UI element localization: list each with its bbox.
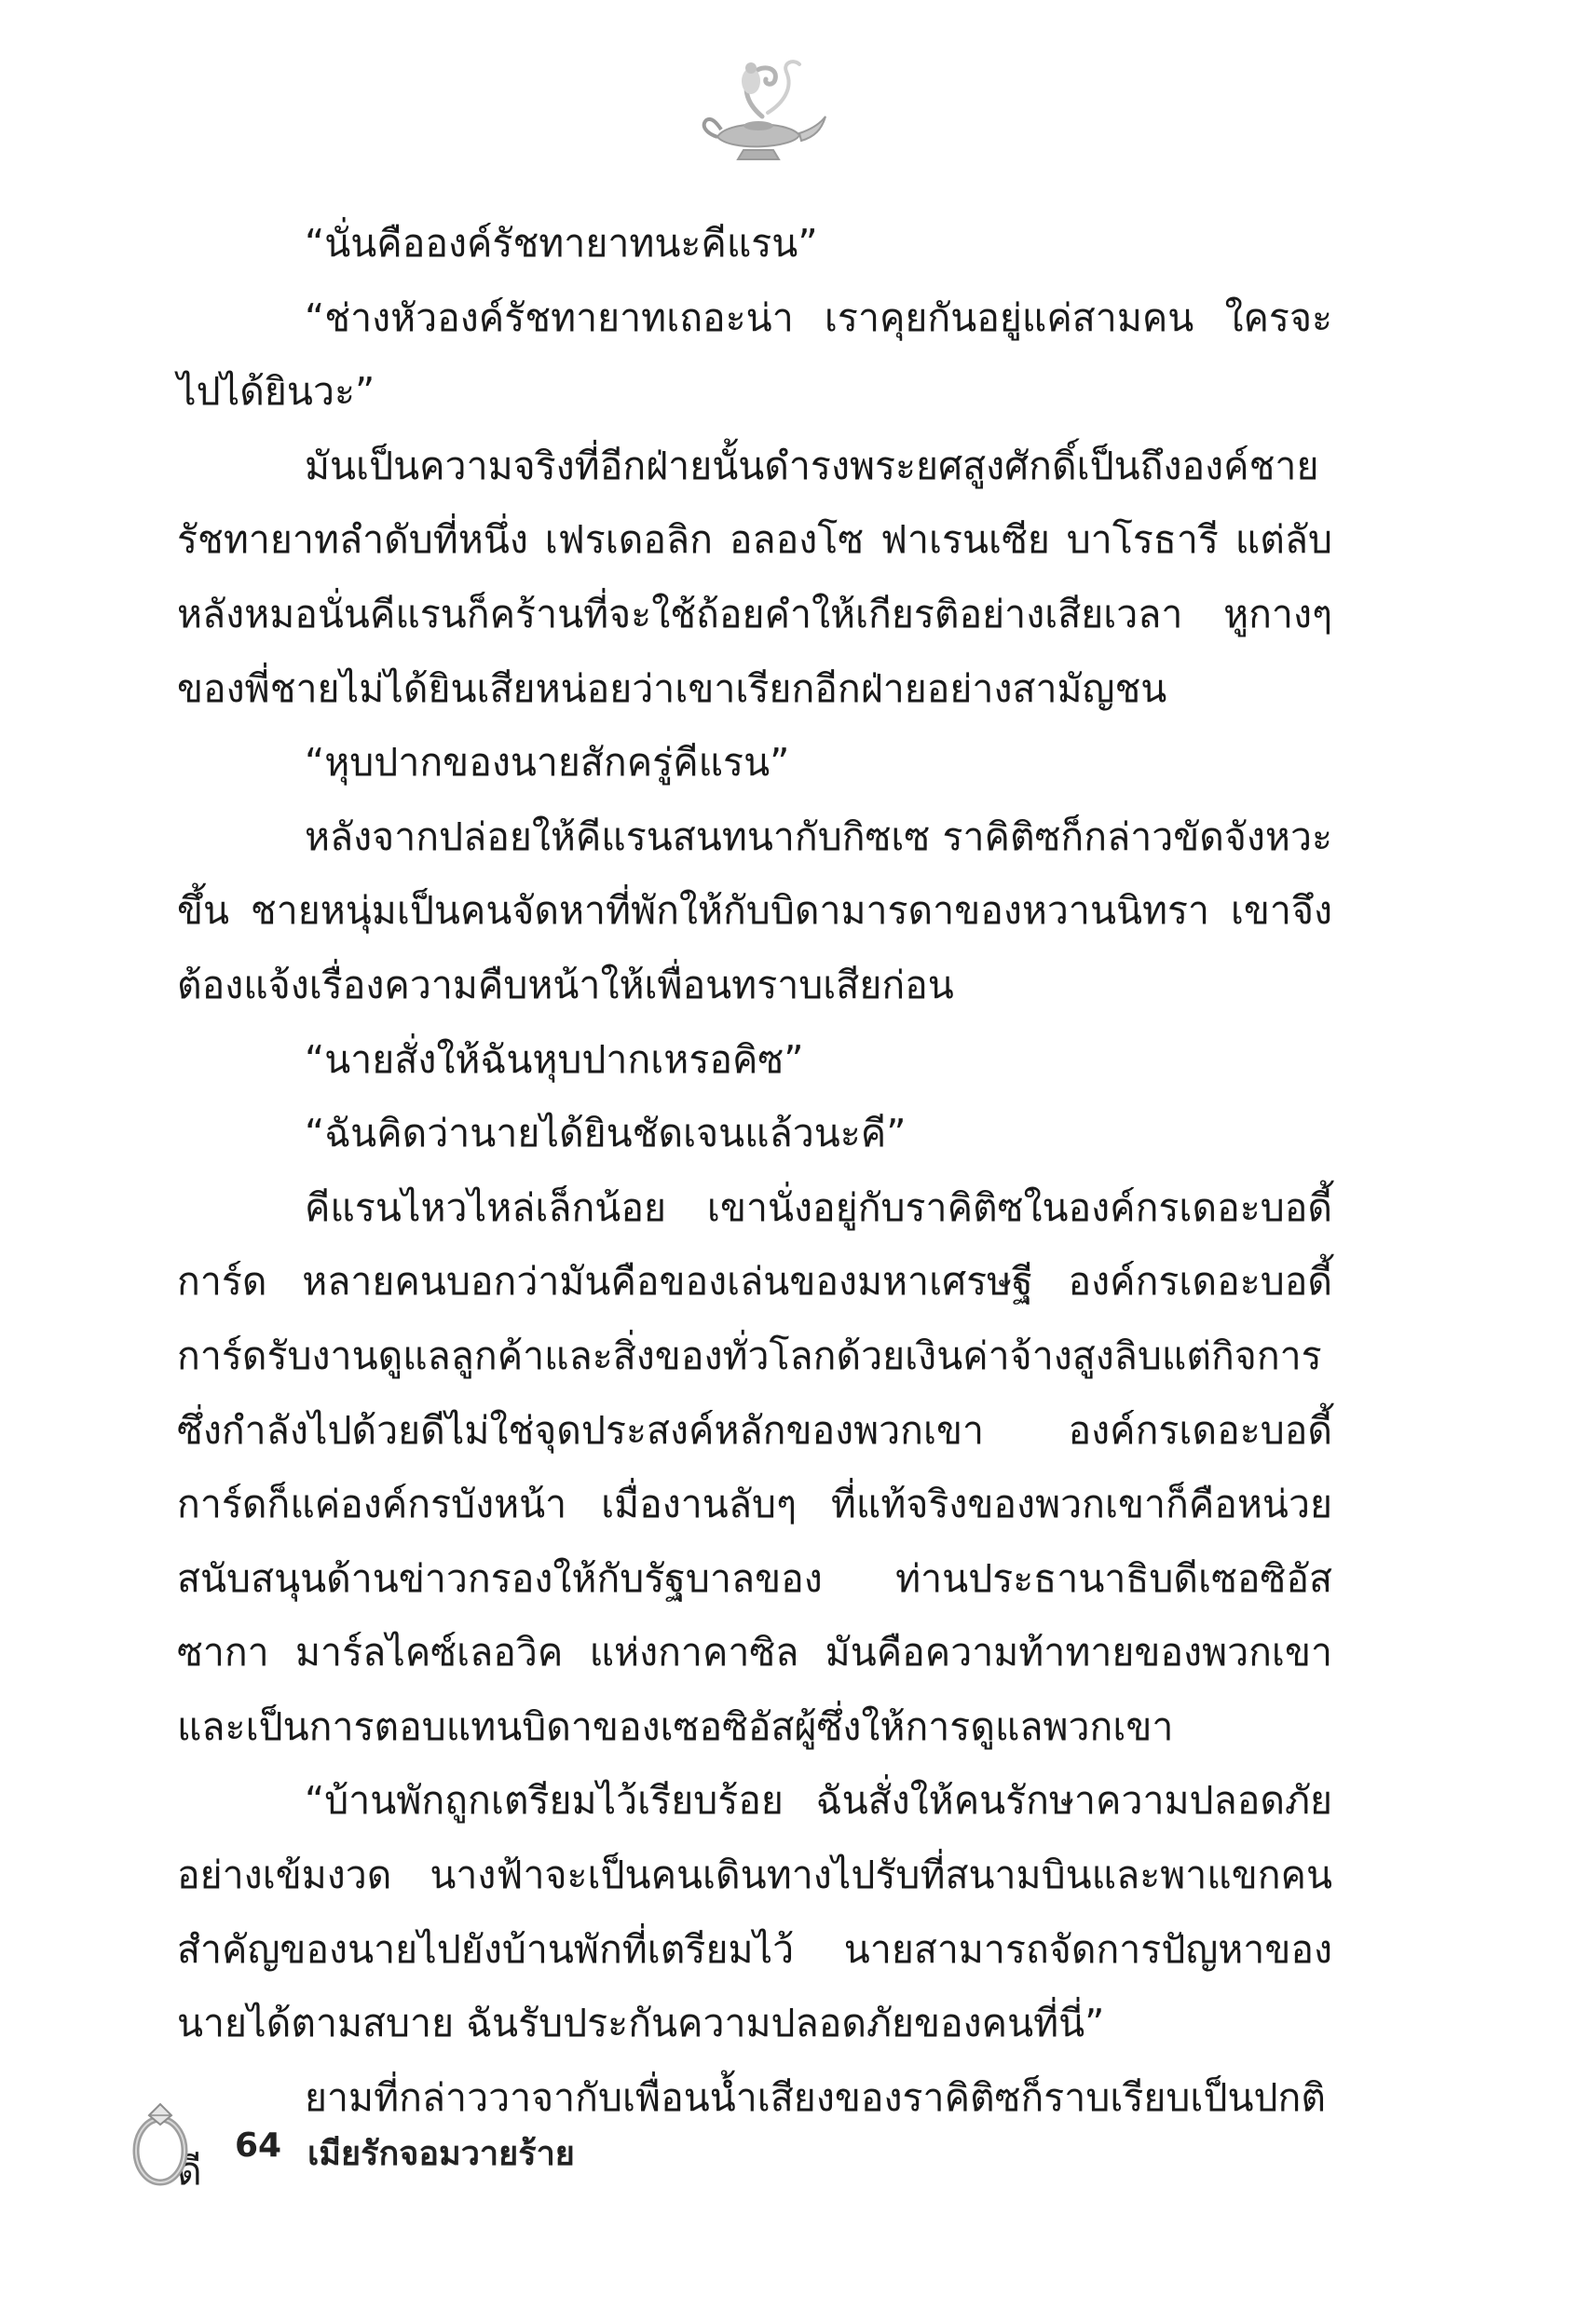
paragraph-1: “นั่นคือองค์รัชทายาทนะคีแรน” [305,221,818,266]
paragraph-5: หลังจากปล่อยให้คีแรนสนทนากับกิซเซ ราคิติซก็กล่าวขัดจังหวะขึ้น ชายหนุ่มเป็นคนจัดหาที่พักให้กับบิดามารดาของหวานนิทรา เขาจึงต้องแจ้งเรื่องความคืบหน้าให้เพื่อนทราบเสียก่อน [177,814,1332,1007]
paragraph-8: คีแรนไหวไหล่เล็กน้อย เขานั่งอยู่กับราคิติซในองค์กรเดอะบอดี้การ์ด หลายคนบอกว่ามันคือของเล่นของมหาเศรษฐี องค์กรเดอะบอดี้การ์ดรับงานดูแลลูกค้าและสิ่งของทั่วโลกด้วยเงินค่าจ้างสูงลิบแต่กิจการซึ่งกำลังไปด้วยดีไม่ใช่จุดประสงค์หลักของพวกเขา องค์กรเดอะบอดี้การ์ดก็แค่องค์กรบังหน้า เมื่องานลับๆ ที่แท้จริงของพวกเขาก็คือหน่วยสนับสนุนด้านข่าวกรองให้กับรัฐบาลของ ท่านประธานาธิบดีเซอซิอัส ซากา มาร์ลไคซ์เลอวิค แห่งกาคาซิล มันคือความท้าทายของพวกเขา และเป็นการตอบแทนบิดาของเซอซิอัสผู้ซึ่งให้การดูแลพวกเขา [177,1184,1332,1749]
paragraph-7: “ฉันคิดว่านายได้ยินชัดเจนแล้วนะคี” [305,1111,907,1156]
paragraph-2: “ช่างหัวองค์รัชทายาทเถอะน่า เราคุยกันอยู่แค่สามคน ใครจะไปได้ยินวะ” [177,294,1332,415]
page-number: 64 [235,2126,282,2165]
paragraph-10: ยามที่กล่าววาจากับเพื่อนน้ำเสียงของราคิติซก็ราบเรียบเป็นปกติดี [177,2074,1326,2195]
body-text [177,207,1332,2209]
paragraph-4: “หุบปากของนายสักครู่คีแรน” [305,740,790,786]
book-title: เมียรักจอมวายร้าย [307,2135,575,2173]
paragraph-6: “นายสั่งให้ฉันหุบปากเหรอคิซ” [305,1036,804,1082]
diamond-ring-icon [121,2097,205,2190]
page-footer [121,2097,960,2190]
paragraph-3: มันเป็นความจริงที่อีกฝ่ายนั้นดำรงพระยศสูงศักดิ์เป็นถึงองค์ชายรัชทายาทลำดับที่หนึ่ง เฟรเดอลิก อลองโซ ฟาเรนเซีย บาโรธารี แต่ลับหลังหมอนั่นคีแรนก็คร้านที่จะใช้ถ้อยคำให้เกียรติอย่างเสียเวลา หูกางๆ ของพี่ชายไม่ได้ยินเสียหน่อยว่าเขาเรียกอีกฝ่ายอย่างสามัญชน [177,443,1332,711]
genie-lamp-icon [689,51,829,172]
paragraph-9: “บ้านพักถูกเตรียมไว้เรียบร้อย ฉันสั่งให้คนรักษาความปลอดภัยอย่างเข้มงวด นางฟ้าจะเป็นคนเดินทางไปรับที่สนามบินและพาแขกคนสำคัญของนายไปยังบ้านพักที่เตรียมไว้ นายสามารถจัดการปัญหาของนายได้ตามสบาย ฉันรับประกันความปลอดภัยของคนที่นี่” [177,1778,1332,2046]
